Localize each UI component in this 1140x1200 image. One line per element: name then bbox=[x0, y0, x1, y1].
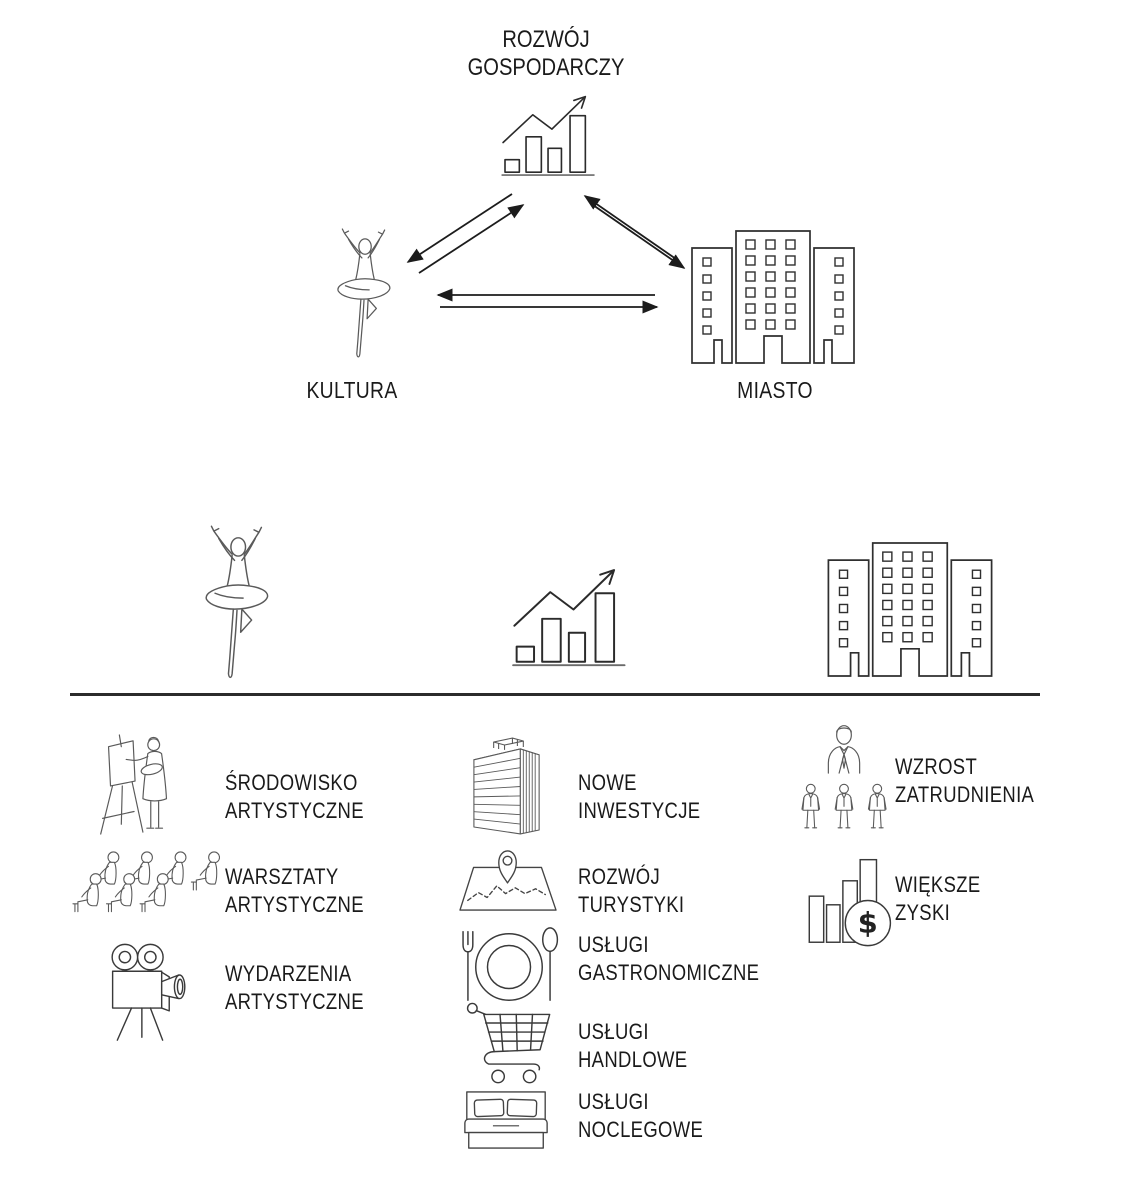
office-tower-icon bbox=[466, 734, 550, 838]
label-line: ARTYSTYCZNE bbox=[225, 892, 364, 917]
item-label-noclegowe bbox=[578, 1088, 703, 1144]
bed-icon bbox=[460, 1090, 552, 1150]
label-line: TURYSTYKI bbox=[578, 892, 685, 917]
painter-easel-icon bbox=[88, 730, 188, 838]
label-line: ARTYSTYCZNE bbox=[225, 798, 364, 823]
item-label-inwestycje bbox=[578, 769, 700, 825]
item-label-handlowe bbox=[578, 1018, 687, 1074]
item-label-warsztaty bbox=[225, 863, 364, 919]
arrow-economy-to-culture bbox=[408, 194, 512, 262]
label-line: ROZWÓJ bbox=[502, 26, 590, 53]
label-line: INWESTYCJE bbox=[578, 798, 701, 823]
label-line: ZYSKI bbox=[895, 900, 951, 925]
employment-people-icon bbox=[800, 722, 888, 832]
item-label-turystyka bbox=[578, 863, 684, 919]
plate-cutlery-icon bbox=[455, 922, 563, 1010]
profit-dollar-icon bbox=[806, 852, 898, 948]
item-label-gastronomia bbox=[578, 931, 759, 987]
label-line: USŁUGI bbox=[578, 1019, 649, 1044]
label-line: WARSZTATY bbox=[225, 864, 339, 889]
label-line: NOWE bbox=[578, 770, 637, 795]
label-line: HANDLOWE bbox=[578, 1047, 688, 1072]
label-line: WYDARZENIA bbox=[225, 961, 352, 986]
label-line: ŚRODOWISKO bbox=[225, 770, 358, 795]
label-line: USŁUGI bbox=[578, 1089, 649, 1114]
workshop-audience-icon bbox=[70, 848, 220, 926]
item-label-srodowisko bbox=[225, 769, 364, 825]
label-line: GOSPODARCZY bbox=[467, 54, 625, 81]
tourist-map-icon bbox=[456, 849, 560, 913]
label-line: GASTRONOMICZNE bbox=[578, 960, 760, 985]
label-line: USŁUGI bbox=[578, 932, 649, 957]
triangle-top-label bbox=[462, 26, 630, 82]
divider-line bbox=[70, 693, 1040, 696]
label-line: WZROST bbox=[895, 754, 978, 779]
kultura-label: KULTURA bbox=[306, 377, 398, 403]
item-label-zatrudnienie bbox=[895, 753, 1034, 809]
growth-chart-icon bbox=[512, 558, 628, 668]
arrow-economy-to-city bbox=[593, 205, 684, 268]
label-line: WIĘKSZE bbox=[895, 872, 981, 897]
label-line: ROZWÓJ bbox=[578, 864, 661, 889]
label-line: ZATRUDNIENIA bbox=[895, 782, 1035, 807]
label-line: NOCLEGOWE bbox=[578, 1117, 704, 1142]
ballerina-icon bbox=[198, 520, 276, 686]
shopping-cart-icon bbox=[465, 1002, 557, 1086]
ballerina-icon bbox=[331, 214, 397, 374]
label-line: ARTYSTYCZNE bbox=[225, 989, 364, 1014]
city-buildings-icon bbox=[826, 540, 994, 677]
growth-chart-icon bbox=[501, 88, 597, 176]
arrow-culture-to-economy bbox=[419, 205, 523, 273]
arrow-city-to-economy bbox=[585, 196, 676, 259]
item-label-wydarzenia bbox=[225, 960, 364, 1016]
item-label-zyski bbox=[895, 871, 981, 927]
film-camera-icon bbox=[102, 942, 194, 1042]
miasto-label: MIASTO bbox=[737, 377, 813, 403]
city-buildings-icon bbox=[690, 228, 856, 364]
